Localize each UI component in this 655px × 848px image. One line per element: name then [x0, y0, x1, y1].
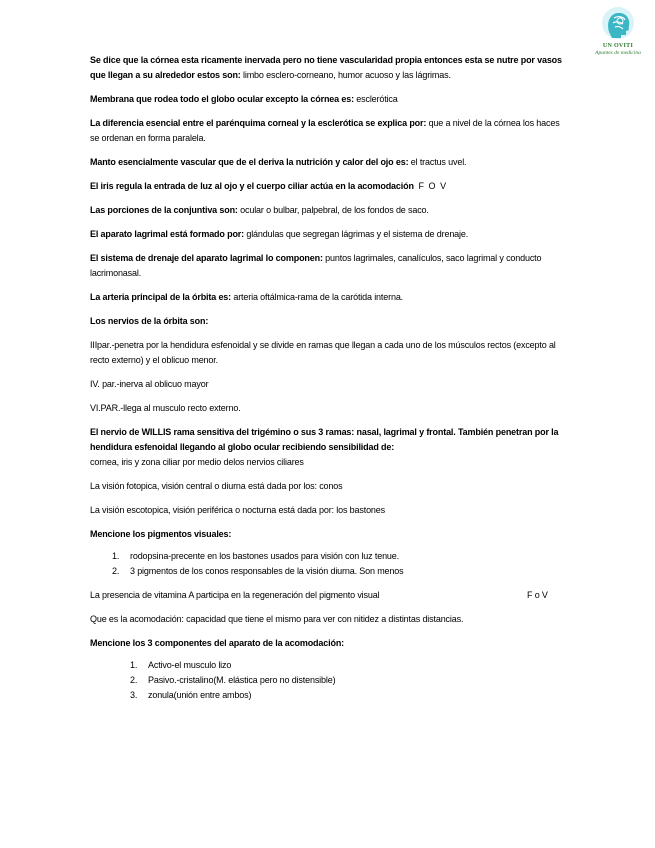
true-false-marker: F o V [527, 590, 548, 600]
paragraph-orbit-artery [90, 290, 565, 305]
paragraph-iris [90, 179, 565, 194]
list-number: 1. [112, 551, 120, 561]
paragraph-conjunctiva [90, 203, 565, 218]
list-item-text: zonula(unión entre ambos) [148, 690, 252, 700]
pigments-list [90, 549, 565, 579]
paragraph-uvea [90, 155, 565, 170]
question-text: Se dice que la córnea esta ricamente inervada pero no tiene vascularidad propia entonces esta se nutre por vasos que llegan a su alrededor estos son: [90, 55, 562, 80]
answer-text: glándulas que segregan lágrimas y el sistema de drenaje. [244, 229, 469, 239]
answer-text: IIIpar.-penetra por la hendidura esfenoidal y se divide en ramas que llegan a cada uno de los músculos rectos (excepto al recto externo) y el oblicuo menor. [90, 340, 556, 365]
answer-text: ocular o bulbar, palpebral, de los fondos de saco. [237, 205, 429, 215]
answer-text: puntos lagrimales, canalículos, saco lagrimal y conducto lacrimonasal. [90, 253, 542, 278]
answer-text: La visión fotopica, visión central o diurna está dada por los: conos [90, 481, 343, 491]
accommodation-list [90, 658, 565, 703]
answer-text: IV. par.-inerva al oblicuo mayor [90, 379, 209, 389]
paragraph-lacrimal-apparatus [90, 227, 565, 242]
question-text: La arteria principal de la órbita es: [90, 292, 231, 302]
question-text: El aparato lagrimal está formado por: [90, 229, 244, 239]
list-item [130, 673, 565, 688]
paragraph-cornea-nutrition [90, 53, 565, 83]
paragraph-scotopic-vision [90, 503, 565, 518]
answer-text: Que es la acomodación: capacidad que tiene el mismo para ver con nitidez a distintas distancias. [90, 614, 464, 624]
brand-logo [588, 6, 648, 64]
paragraph-photopic-vision [90, 479, 565, 494]
question-text: Las porciones de la conjuntiva son: [90, 205, 238, 215]
list-item [112, 564, 565, 579]
list-number: 2. [130, 675, 138, 685]
paragraph-drainage-system [90, 251, 565, 281]
paragraph-visual-pigments [90, 527, 565, 542]
paragraph-accommodation-components [90, 636, 565, 651]
paragraph-membrane [90, 92, 565, 107]
list-item [112, 549, 565, 564]
brain-head-icon [599, 6, 637, 42]
paragraph-cornea-sclera-difference [90, 116, 565, 146]
paragraph-vitamin-a [90, 588, 565, 603]
paragraph-fourth-nerve [90, 377, 565, 392]
paragraph-accommodation [90, 612, 565, 627]
paragraph-third-nerve [90, 338, 565, 368]
question-text: La diferencia esencial entre el parénquima corneal y la esclerótica se explica por: [90, 118, 427, 128]
list-number: 3. [130, 690, 138, 700]
answer-text: VI.PAR.-llega al musculo recto externo. [90, 403, 241, 413]
answer-text: esclerótica [353, 94, 398, 104]
list-item-text: rodopsina-precente en los bastones usados para visión con luz tenue. [130, 551, 399, 561]
question-text: Manto esencialmente vascular que de el deriva la nutrición y calor del ojo es: [90, 157, 409, 167]
answer-text: que a nivel de la córnea los haces se ordenan en forma paralela. [90, 118, 560, 143]
question-text: Los nervios de la órbita son: [90, 316, 209, 326]
answer-text: arteria oftálmica-rama de la carótida interna. [231, 292, 404, 302]
list-item-text: 3 pigmentos de los conos responsables de la visión diurna. Son menos [130, 566, 404, 576]
question-text: El nervio de WILLIS rama sensitiva del trigémino o sus 3 ramas: nasal, lagrimal y frontal. También penetran por la hendidura esfenoidal llegando al globo ocular recibiendo sensibilidad de: [90, 427, 559, 452]
list-number: 1. [130, 660, 138, 670]
question-text: El sistema de drenaje del aparato lagrimal lo componen: [90, 253, 323, 263]
list-item [130, 658, 565, 673]
question-text: Mencione los pigmentos visuales: [90, 529, 232, 539]
list-item-text: Pasivo.-cristalino(M. elástica pero no distensible) [148, 675, 336, 685]
paragraph-orbit-nerves [90, 314, 565, 329]
list-item [130, 688, 565, 703]
answer-text: La visión escotopica, visión periférica o nocturna está dada por: los bastones [90, 505, 385, 515]
document-body [90, 53, 565, 712]
paragraph-sixth-nerve [90, 401, 565, 416]
paragraph-willis-nerve [90, 425, 565, 470]
answer-text: limbo esclero-corneano, humor acuoso y las lágrimas. [240, 70, 451, 80]
list-item-text: Activo-el musculo lizo [148, 660, 232, 670]
list-number: 2. [112, 566, 120, 576]
answer-text: La presencia de vitamina A participa en la regeneración del pigmento visual [90, 590, 380, 600]
answer-text: el tractus uvel. [408, 157, 467, 167]
question-text: Mencione los 3 componentes del aparato de la acomodación: [90, 638, 345, 648]
question-text: Membrana que rodea todo el globo ocular excepto la córnea es: [90, 94, 354, 104]
question-text: El iris regula la entrada de luz al ojo y el cuerpo ciliar actúa en la acomodación [90, 181, 414, 191]
answer-text: cornea, iris y zona ciliar por medio delos nervios ciliares [90, 457, 304, 467]
logo-subtitle: Apuntes de medicina [595, 50, 641, 56]
logo-title: UN OVITI [602, 43, 634, 49]
answer-text: F O V [413, 181, 446, 191]
